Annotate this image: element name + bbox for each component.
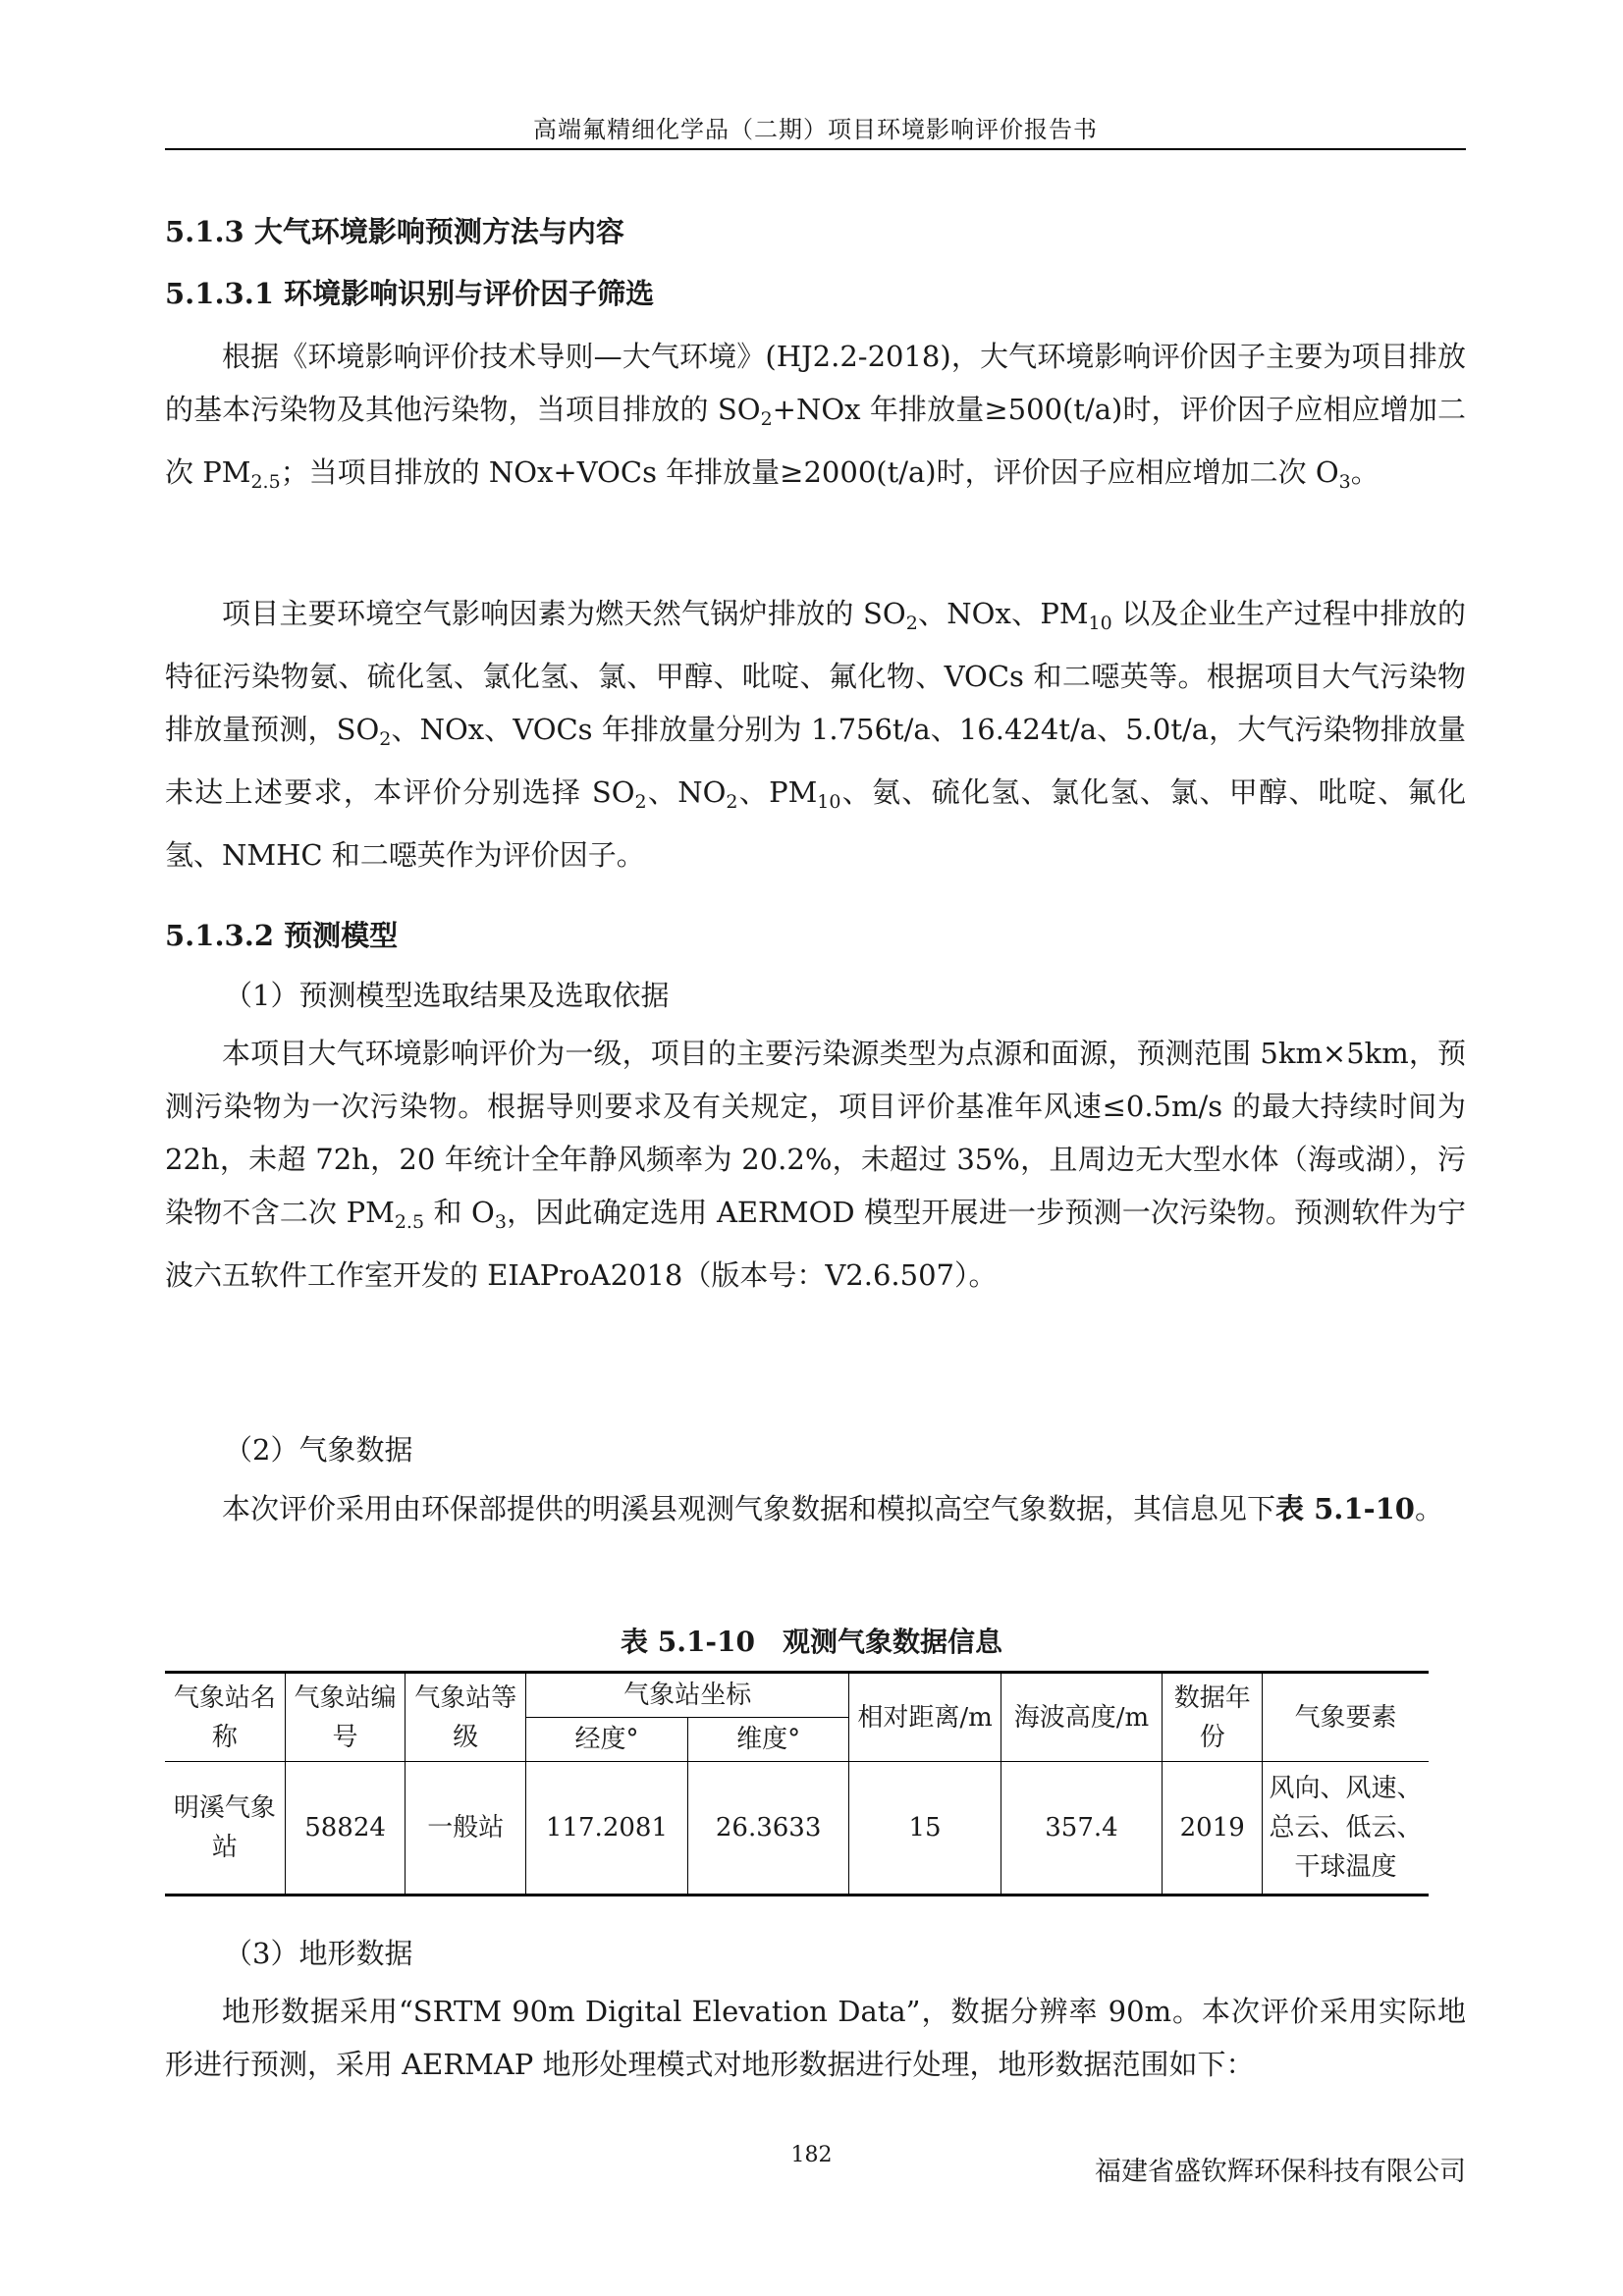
cell-station-name: 明溪气象站 bbox=[165, 1762, 285, 1896]
header-rule bbox=[165, 148, 1466, 150]
cell-distance: 15 bbox=[849, 1762, 1001, 1896]
paragraph-3: 本项目大气环境影响评价为一级，项目的主要污染源类型为点源和面源，预测范围 5km×5km，预测污染物为一次污染物。根据导则要求及有关规定，项目评价基准年风速≤0.5m/s 的最大持续时间为 22h，未超 72h，20 年统计全年静风频率为 20.2%，未超过 35%，且周边无大型水体（海或湖），污染物不含二次 $PM_{2.5}$ 和 $O_3$，因此确定选用 AERMOD 模型开展进一步预测一次污染物。预测软件为宁波六五软件工作室开发的 EIAProA2018（版本号：V2.6.507）。 bbox=[165, 1037, 1466, 1292]
subheading-2: （2）气象数据 bbox=[224, 1433, 413, 1467]
paragraph-4: 本次评价采用由环保部提供的明溪县观测气象数据和模拟高空气象数据，其信息见下表 5.1-10。 bbox=[222, 1492, 1443, 1525]
company-name: 福建省盛钦辉环保科技有限公司 bbox=[1095, 2157, 1466, 2187]
th-altitude: 海波高度/m bbox=[1001, 1673, 1163, 1762]
cell-longitude: 117.2081 bbox=[526, 1762, 688, 1896]
cell-station-level: 一般站 bbox=[406, 1762, 526, 1896]
paragraph-2: 项目主要环境空气影响因素为燃天然气锅炉排放的 $SO_2$、NOx、$PM_{10}$ 以及企业生产过程中排放的特征污染物氨、硫化氢、氯化氢、氯、甲醇、吡啶、氟化物、VOCs 和二噁英等。根据项目大气污染物排放量预测，$SO_2$、NOx、VOCs 年排放量分别为 1.756t/a、16.424t/a、5.0t/a，大气污染物排放量未达上述要求，本评价分别选择 $SO_2$、$NO_2$、$PM_{10}$、氨、硫化氢、氯化氢、氯、甲醇、吡啶、氟化氢、NMHC 和二噁英作为评价因子。 bbox=[165, 597, 1466, 872]
paragraph-5: 地形数据采用“SRTM 90m Digital Elevation Data”，数据分辨率 90m。本次评价采用实际地形进行预测，采用 AERMAP 地形处理模式对地形数据进行处理，地形数据范围如下： bbox=[165, 1995, 1466, 2081]
paragraph-1: 根据《环境影响评价技术导则—大气环境》(HJ2.2-2018)，大气环境影响评价因子主要为项目排放的基本污染物及其他污染物，当项目排放的 $SO_2+NOx$ 年排放量≥500(t/a)时，评价因子应相应增加二次 $PM_{2.5}$；当项目排放的 NOx+VOCs 年排放量≥2000(t/a)时，评价因子应相应增加二次 $O_3$。 bbox=[165, 340, 1466, 493]
cell-latitude: 26.3633 bbox=[687, 1762, 849, 1896]
th-elements: 气象要素 bbox=[1263, 1673, 1429, 1762]
th-longitude: 经度° bbox=[526, 1718, 688, 1762]
subheading-3: （3）地形数据 bbox=[224, 1937, 413, 1970]
cell-station-code: 58824 bbox=[285, 1762, 406, 1896]
th-coordinates: 气象站坐标 bbox=[526, 1673, 849, 1718]
th-station-code: 气象站编号 bbox=[285, 1673, 406, 1762]
cell-altitude: 357.4 bbox=[1001, 1762, 1163, 1896]
th-distance: 相对距离/m bbox=[849, 1673, 1001, 1762]
running-header: 高端氟精细化学品（二期）项目环境影响评价报告书 bbox=[533, 116, 1098, 143]
th-station-level: 气象站等级 bbox=[406, 1673, 526, 1762]
heading-5-1-3: 5.1.3 大气环境影响预测方法与内容 bbox=[165, 215, 624, 248]
table-reference: 表 5.1-10 bbox=[1275, 1492, 1415, 1525]
weather-data-table bbox=[165, 1671, 1429, 1896]
heading-5-1-3-2: 5.1.3.2 预测模型 bbox=[165, 919, 399, 952]
table-row bbox=[165, 1762, 1429, 1896]
table-caption: 表 5.1-10 观测气象数据信息 bbox=[620, 1626, 1003, 1658]
cell-data-year: 2019 bbox=[1163, 1762, 1263, 1896]
cell-elements: 风向、风速、总云、低云、干球温度 bbox=[1263, 1762, 1429, 1896]
th-data-year: 数据年份 bbox=[1163, 1673, 1263, 1762]
page-number: 182 bbox=[790, 2143, 833, 2167]
subheading-1: （1）预测模型选取结果及选取依据 bbox=[224, 979, 670, 1012]
th-station-name: 气象站名称 bbox=[165, 1673, 285, 1762]
th-latitude: 维度° bbox=[687, 1718, 849, 1762]
heading-5-1-3-1: 5.1.3.1 环境影响识别与评价因子筛选 bbox=[165, 277, 655, 310]
